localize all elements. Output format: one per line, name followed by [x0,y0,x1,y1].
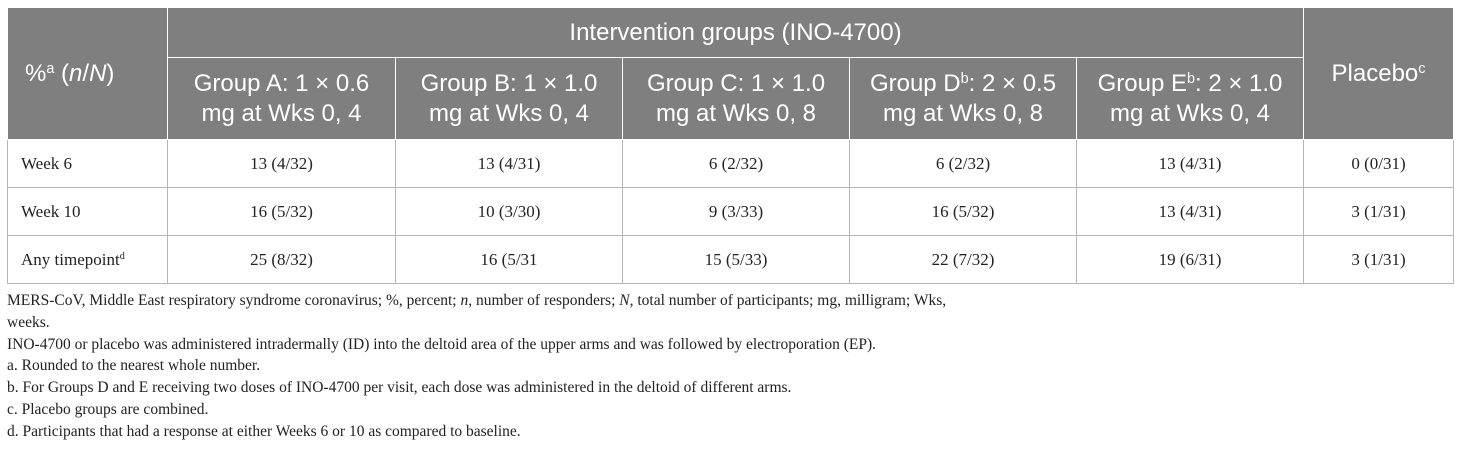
intervention-groups-header: Intervention groups (INO-4700) [168,8,1304,58]
header-row-groups [8,58,1454,140]
administration-note: INO-4700 or placebo was administered intradermally (ID) into the deltoid area of the upper arms and was followed by electroporation (EP). [7,335,877,353]
table-cell: 22 (7/32) [850,236,1077,284]
abbreviations-note-cont: weeks. [7,313,50,331]
table-cell: 19 (6/31) [1077,236,1304,284]
table-cell: 16 (5/32) [168,188,396,236]
table-cell: 10 (3/30) [396,188,623,236]
table-cell: 0 (0/31) [1304,140,1454,188]
table-cell: 3 (1/31) [1304,236,1454,284]
table-cell: 16 (5/32) [850,188,1077,236]
table-cell: 6 (2/32) [850,140,1077,188]
footnote-a: a. Rounded to the nearest whole number. [7,357,261,375]
placebo-header: Placebo$^c$ [1304,8,1454,140]
footnote-c: c. Placebo groups are combined. [7,400,209,418]
table-cell: 16 (5/31 [396,236,623,284]
footnote-d: d. Participants that had a response at either Weeks 6 or 10 as compared to baseline. [7,422,521,440]
corner-header: %$^a$ (n/N) [8,8,168,140]
footnote-b: b. For Groups D and E receiving two doses of INO-4700 per visit, each dose was administered in the deltoid of different arms. [7,379,792,397]
table-cell: 25 (8/32) [168,236,396,284]
table-cell: 13 (4/31) [396,140,623,188]
table-cell: 13 (4/32) [168,140,396,188]
table-row [8,188,1454,236]
header-row-top [8,8,1454,58]
row-label: Any timepoint$^d$ [8,236,168,284]
table-cell: 13 (4/31) [1077,140,1304,188]
table-row [8,236,1454,284]
group-a-header: Group A: 1 × 0.6 mg at Wks 0, 4 [168,58,396,140]
table-cell: 13 (4/31) [1077,188,1304,236]
table-cell: 6 (2/32) [623,140,850,188]
table-cell: 9 (3/33) [623,188,850,236]
table-cell: 15 (5/33) [623,236,850,284]
results-table [7,7,1454,284]
results-table-container [7,7,1453,443]
group-e-header: Group $E^b$: 2 × 1.0 mg at Wks 0, 4 [1077,58,1304,140]
group-c-header: Group C: 1 × 1.0 mg at Wks 0, 8 [623,58,850,140]
row-label: Week 6 [8,140,168,188]
group-b-header: Group B: 1 × 1.0 mg at Wks 0, 4 [396,58,623,140]
row-label: Week 10 [8,188,168,236]
table-row [8,140,1454,188]
table-footnotes [7,290,1453,443]
table-cell: 3 (1/31) [1304,188,1454,236]
abbreviations-note: MERS-CoV, Middle East respiratory syndrome coronavirus; %, percent; n, number of responders; N, total number of participants; mg, milligram; Wks, [7,292,947,309]
group-d-header: Group $D^b$: 2 × 0.5 mg at Wks 0, 8 [850,58,1077,140]
